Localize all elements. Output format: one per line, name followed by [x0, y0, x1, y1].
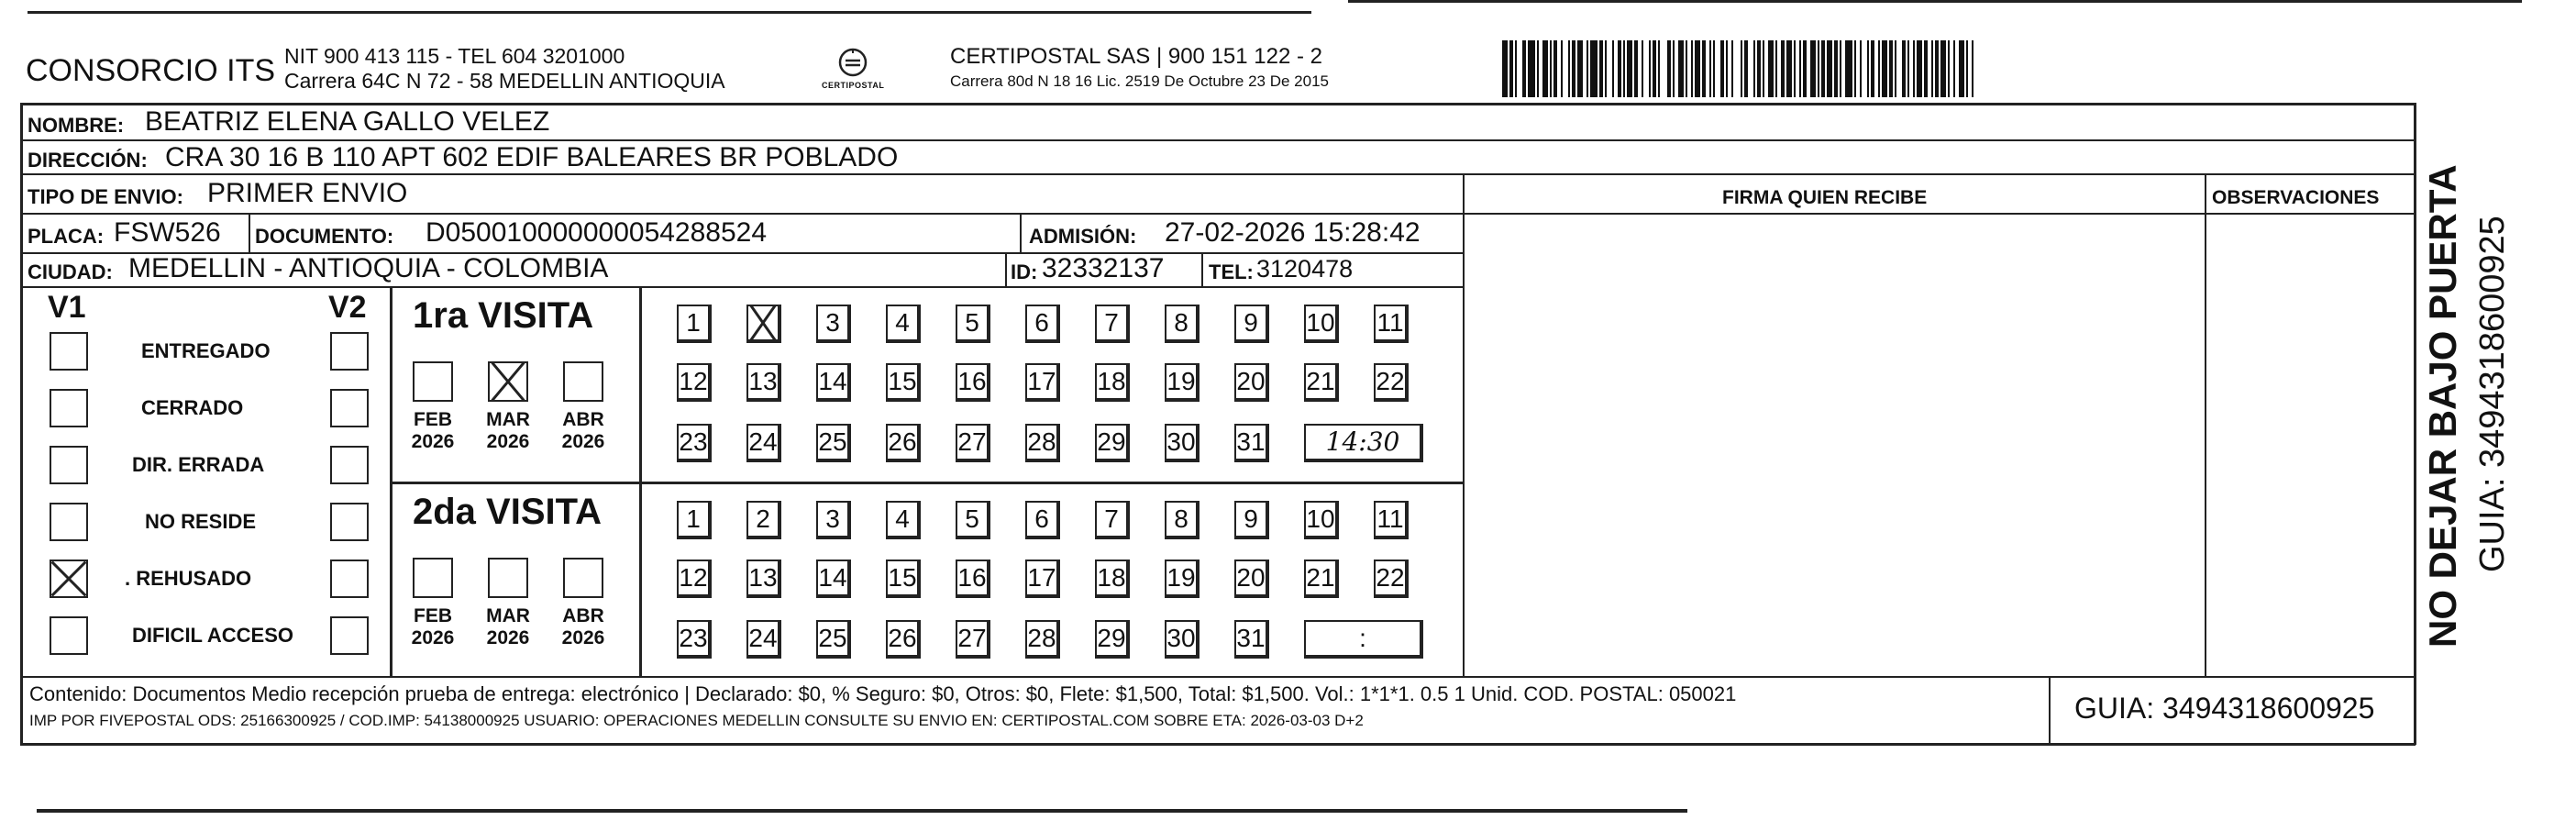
col-line-id	[1005, 252, 1007, 286]
visit-divider	[390, 482, 1465, 484]
day-box[interactable]	[816, 560, 851, 598]
day-box[interactable]	[956, 560, 990, 598]
month-checkbox[interactable]	[563, 558, 603, 598]
barcode-bar	[1660, 40, 1667, 97]
status-v2-checkbox[interactable]	[330, 446, 369, 484]
day-box[interactable]	[886, 501, 921, 539]
day-box[interactable]	[956, 305, 990, 343]
visit-title: 1ra VISITA	[413, 295, 594, 336]
carrier-line-1: CERTIPOSTAL SAS | 900 151 122 - 2	[950, 44, 1322, 69]
day-box[interactable]	[956, 363, 990, 402]
month-label	[479, 409, 537, 453]
day-box[interactable]	[1374, 305, 1409, 343]
ciudad-value: MEDELLIN - ANTIOQUIA - COLOMBIA	[128, 253, 609, 283]
day-box[interactable]	[886, 620, 921, 659]
day-box[interactable]	[1025, 305, 1060, 343]
tel-value: 3120478	[1256, 255, 1354, 283]
day-box[interactable]	[1165, 560, 1200, 598]
day-number: 15	[888, 367, 917, 395]
day-number: 21	[1306, 367, 1335, 395]
day-number: 21	[1306, 563, 1335, 592]
day-number: 16	[957, 563, 987, 592]
day-number: 26	[888, 624, 917, 652]
side-warning: NO DEJAR BAJO PUERTA	[2421, 164, 2464, 648]
day-box[interactable]	[886, 363, 921, 402]
row-line	[20, 173, 2416, 175]
day-number: 28	[1027, 427, 1056, 456]
month-year: 2026	[561, 431, 605, 452]
form-bottom-border	[20, 743, 2416, 746]
day-number: 20	[1236, 367, 1266, 395]
day-box[interactable]	[1095, 620, 1130, 659]
status-v2-checkbox[interactable]	[330, 389, 369, 427]
day-box[interactable]	[956, 424, 990, 462]
day-box[interactable]	[1234, 501, 1269, 539]
visit-title: 2da VISITA	[413, 492, 602, 532]
day-number: 1	[686, 504, 701, 533]
month-name: ABR	[562, 605, 604, 626]
day-box[interactable]	[816, 363, 851, 402]
v1-header: V1	[48, 290, 86, 325]
day-number: 25	[818, 427, 847, 456]
day-number: 23	[679, 427, 708, 456]
status-label: NO RESIDE	[145, 510, 257, 533]
day-box[interactable]	[1165, 501, 1200, 539]
day-number: 22	[1376, 367, 1405, 395]
month-name: FEB	[414, 605, 452, 626]
admision-value: 27-02-2026 15:28:42	[1165, 217, 1421, 248]
footer-print-line: IMP POR FIVEPOSTAL ODS: 25166300925 / COD.IMP: 54138000925 USUARIO: OPERACIONES MEDELLIN CONSULTE SU ENVIO EN: CERTIPOSTAL.COM SOBRE ETA: 2026-03-03 D+2	[29, 712, 1364, 729]
day-number: 27	[957, 624, 987, 652]
day-number: 14	[818, 367, 847, 395]
day-number: 4	[895, 504, 910, 533]
placa-label: PLACA:	[28, 225, 105, 248]
day-number: 29	[1097, 427, 1126, 456]
day-number: 24	[748, 624, 778, 652]
footer-guia: GUIA: 3494318600925	[2074, 692, 2375, 725]
day-number: 6	[1034, 504, 1049, 533]
status-v1-checkbox[interactable]	[50, 616, 88, 655]
day-box[interactable]	[746, 501, 781, 539]
status-v1-checkbox[interactable]	[50, 332, 88, 371]
day-box[interactable]	[1304, 560, 1339, 598]
month-label	[554, 605, 613, 649]
col-line-firma	[1463, 173, 1465, 676]
day-box[interactable]	[746, 560, 781, 598]
day-number: 13	[748, 367, 778, 395]
day-box[interactable]	[816, 501, 851, 539]
day-number: 9	[1244, 308, 1258, 337]
day-box[interactable]	[1234, 620, 1269, 659]
month-name: MAR	[486, 605, 530, 626]
status-label: . REHUSADO	[125, 567, 252, 590]
day-number: 26	[888, 427, 917, 456]
month-checkbox[interactable]	[488, 558, 528, 598]
day-box[interactable]	[956, 501, 990, 539]
month-checkbox[interactable]	[563, 361, 603, 402]
day-box[interactable]	[1095, 424, 1130, 462]
month-name: MAR	[486, 409, 530, 430]
day-box[interactable]	[1234, 363, 1269, 402]
day-number: 20	[1236, 563, 1266, 592]
month-label	[554, 409, 613, 453]
month-year: 2026	[486, 627, 530, 648]
day-number: 3	[825, 504, 840, 533]
day-box[interactable]	[677, 620, 712, 659]
barcode-bar	[1845, 40, 1852, 97]
admision-label: ADMISIÓN:	[1029, 225, 1137, 248]
observaciones-header: OBSERVACIONES	[2212, 187, 2380, 208]
day-box[interactable]	[886, 305, 921, 343]
row-line	[20, 676, 2416, 678]
nombre-value: BEATRIZ ELENA GALLO VELEZ	[145, 106, 550, 137]
day-number: 7	[1104, 504, 1119, 533]
month-year: 2026	[486, 431, 530, 452]
company-line-2: Carrera 64C N 72 - 58 MEDELLIN ANTIOQUIA	[284, 69, 725, 93]
status-v2-checkbox[interactable]	[330, 616, 369, 655]
status-v1-checkbox[interactable]	[50, 446, 88, 484]
day-number: 25	[818, 624, 847, 652]
col-line-guia	[2049, 676, 2051, 743]
logo-text: CERTIPOSTAL	[822, 81, 885, 90]
day-box[interactable]	[1165, 424, 1200, 462]
month-checkbox[interactable]	[413, 361, 453, 402]
tel-label: TEL:	[1209, 260, 1254, 283]
day-box[interactable]	[1234, 424, 1269, 462]
day-box[interactable]	[1374, 501, 1409, 539]
col-line-observaciones	[2205, 173, 2206, 676]
col-line-placa	[249, 213, 250, 252]
day-box[interactable]	[1095, 560, 1130, 598]
day-box[interactable]	[1025, 363, 1060, 402]
status-v2-checkbox[interactable]	[330, 332, 369, 371]
carrier-line-2: Carrera 80d N 18 16 Lic. 2519 De Octubre 23 De 2015	[950, 72, 1329, 90]
day-box[interactable]	[677, 424, 712, 462]
bottom-scan-line	[37, 809, 1687, 813]
day-number: 24	[748, 427, 778, 456]
day-box[interactable]	[677, 560, 712, 598]
day-number: 18	[1097, 563, 1126, 592]
company-line-1: NIT 900 413 115 - TEL 604 3201000	[284, 44, 625, 68]
row-line	[20, 286, 1465, 288]
day-number: 6	[1034, 308, 1049, 337]
v2-header: V2	[328, 290, 367, 325]
day-number: 17	[1027, 563, 1056, 592]
status-label: CERRADO	[141, 396, 244, 419]
month-year: 2026	[411, 431, 455, 452]
month-checkbox[interactable]	[488, 361, 528, 402]
day-number: 18	[1097, 367, 1126, 395]
form-top-border	[20, 103, 2416, 105]
status-label: DIR. ERRADA	[132, 453, 265, 476]
status-v2-checkbox[interactable]	[330, 560, 369, 598]
day-box[interactable]	[816, 305, 851, 343]
day-number: 11	[1376, 308, 1404, 337]
day-number: 27	[957, 427, 987, 456]
day-box[interactable]	[677, 305, 712, 343]
month-checkbox[interactable]	[413, 558, 453, 598]
day-number: 23	[679, 624, 708, 652]
day-box[interactable]	[1234, 560, 1269, 598]
tipo-envio-value: PRIMER ENVIO	[207, 178, 408, 208]
day-box[interactable]	[1304, 363, 1339, 402]
month-label	[404, 409, 462, 453]
day-number: 4	[895, 308, 910, 337]
status-v2-checkbox[interactable]	[330, 503, 369, 541]
tipo-envio-label: TIPO DE ENVIO:	[28, 185, 183, 208]
day-number: 29	[1097, 624, 1126, 652]
company-name: CONSORCIO ITS	[26, 53, 276, 88]
id-label: ID:	[1011, 260, 1038, 283]
visit-time-value: :	[1359, 624, 1366, 652]
form-right-border	[2414, 103, 2416, 745]
month-name: ABR	[562, 409, 604, 430]
day-box[interactable]	[1165, 305, 1200, 343]
visit-time-box[interactable]	[1304, 424, 1423, 462]
footer-content-line: Contenido: Documentos Medio recepción prueba de entrega: electrónico | Declarado: $0, % Seguro: $0, Otros: $0, Flete: $1,500, Total: $1,500. Vol.: 1*1*1. 0.5 1 Unid. COD. POSTAL: 050021	[29, 682, 1737, 705]
tracking-barcode	[1502, 40, 1975, 97]
status-v1-checkbox[interactable]	[50, 560, 88, 598]
day-number: 17	[1027, 367, 1056, 395]
documento-label: DOCUMENTO:	[255, 225, 394, 248]
month-year: 2026	[561, 627, 605, 648]
day-number: 14	[818, 563, 847, 592]
certipostal-logo	[822, 42, 885, 97]
day-number: 31	[1236, 427, 1266, 456]
day-box[interactable]	[1095, 305, 1130, 343]
day-number: 3	[825, 308, 840, 337]
day-number: 10	[1306, 308, 1335, 337]
status-v1-checkbox[interactable]	[50, 503, 88, 541]
col-line-tel	[1201, 252, 1203, 286]
day-box[interactable]	[1025, 620, 1060, 659]
firma-header: FIRMA QUIEN RECIBE	[1722, 187, 1928, 208]
day-number: 9	[1244, 504, 1258, 533]
day-box[interactable]	[1304, 305, 1339, 343]
day-box[interactable]	[1374, 363, 1409, 402]
form-left-border	[20, 103, 23, 745]
day-number: 2	[756, 504, 770, 533]
ciudad-label: CIUDAD:	[28, 260, 113, 283]
day-number: 31	[1236, 624, 1266, 652]
day-box[interactable]	[746, 363, 781, 402]
day-number: 30	[1166, 427, 1196, 456]
top-scan-line	[28, 11, 1311, 14]
barcode-bar	[1733, 40, 1741, 97]
status-label: DIFICIL ACCESO	[132, 624, 294, 647]
top-scan-line-right	[1348, 0, 2522, 3]
barcode-bar	[1590, 40, 1598, 97]
direccion-label: DIRECCIÓN:	[28, 149, 148, 172]
month-year: 2026	[411, 627, 455, 648]
day-number: 19	[1166, 563, 1196, 592]
month-name: FEB	[414, 409, 452, 430]
documento-value: D050010000000054288524	[426, 217, 768, 248]
day-number: 8	[1174, 308, 1188, 337]
day-box[interactable]	[1025, 560, 1060, 598]
col-line-admision	[1020, 213, 1022, 252]
day-box[interactable]	[956, 620, 990, 659]
barcode-bar	[1973, 40, 1975, 97]
day-box[interactable]	[1234, 305, 1269, 343]
day-box[interactable]	[816, 620, 851, 659]
day-number: 7	[1104, 308, 1119, 337]
month-label	[479, 605, 537, 649]
day-number: 10	[1306, 504, 1335, 533]
day-number: 12	[679, 563, 708, 592]
day-number: 16	[957, 367, 987, 395]
day-number: 19	[1166, 367, 1196, 395]
day-box[interactable]	[677, 501, 712, 539]
day-number: 5	[965, 308, 979, 337]
direccion-value: CRA 30 16 B 110 APT 602 EDIF BALEARES BR POBLADO	[165, 142, 899, 172]
row-line	[20, 139, 2416, 141]
nombre-label: NOMBRE:	[28, 114, 125, 137]
side-guia: GUIA: 3494318600925	[2473, 216, 2512, 572]
day-box[interactable]	[886, 560, 921, 598]
day-box[interactable]	[886, 424, 921, 462]
day-box[interactable]	[746, 305, 781, 343]
day-number: 12	[679, 367, 708, 395]
day-box[interactable]	[1095, 501, 1130, 539]
barcode-bar	[1528, 40, 1535, 97]
day-box[interactable]	[1025, 501, 1060, 539]
month-label	[404, 605, 462, 649]
day-box[interactable]	[1165, 620, 1200, 659]
status-v1-checkbox[interactable]	[50, 389, 88, 427]
day-number: 22	[1376, 563, 1405, 592]
day-box[interactable]	[1095, 363, 1130, 402]
day-number: 28	[1027, 624, 1056, 652]
day-number: 11	[1376, 504, 1404, 533]
id-value: 32332137	[1042, 253, 1165, 283]
day-number: 1	[686, 308, 701, 337]
day-box[interactable]	[746, 620, 781, 659]
day-number: 5	[965, 504, 979, 533]
day-number: 8	[1174, 504, 1188, 533]
col-line-firma-header	[1465, 213, 2414, 215]
day-box[interactable]	[1374, 560, 1409, 598]
placa-value: FSW526	[114, 217, 221, 248]
day-box[interactable]	[816, 424, 851, 462]
day-box[interactable]	[1025, 424, 1060, 462]
day-number: 13	[748, 563, 778, 592]
day-box[interactable]	[1304, 501, 1339, 539]
visit-time-value: 14:30	[1325, 427, 1400, 457]
day-box[interactable]	[746, 424, 781, 462]
day-number: 15	[888, 563, 917, 592]
day-box[interactable]	[1165, 363, 1200, 402]
day-number: 30	[1166, 624, 1196, 652]
status-label: ENTREGADO	[141, 339, 271, 362]
visit-time-box[interactable]	[1304, 620, 1423, 659]
day-box[interactable]	[677, 363, 712, 402]
